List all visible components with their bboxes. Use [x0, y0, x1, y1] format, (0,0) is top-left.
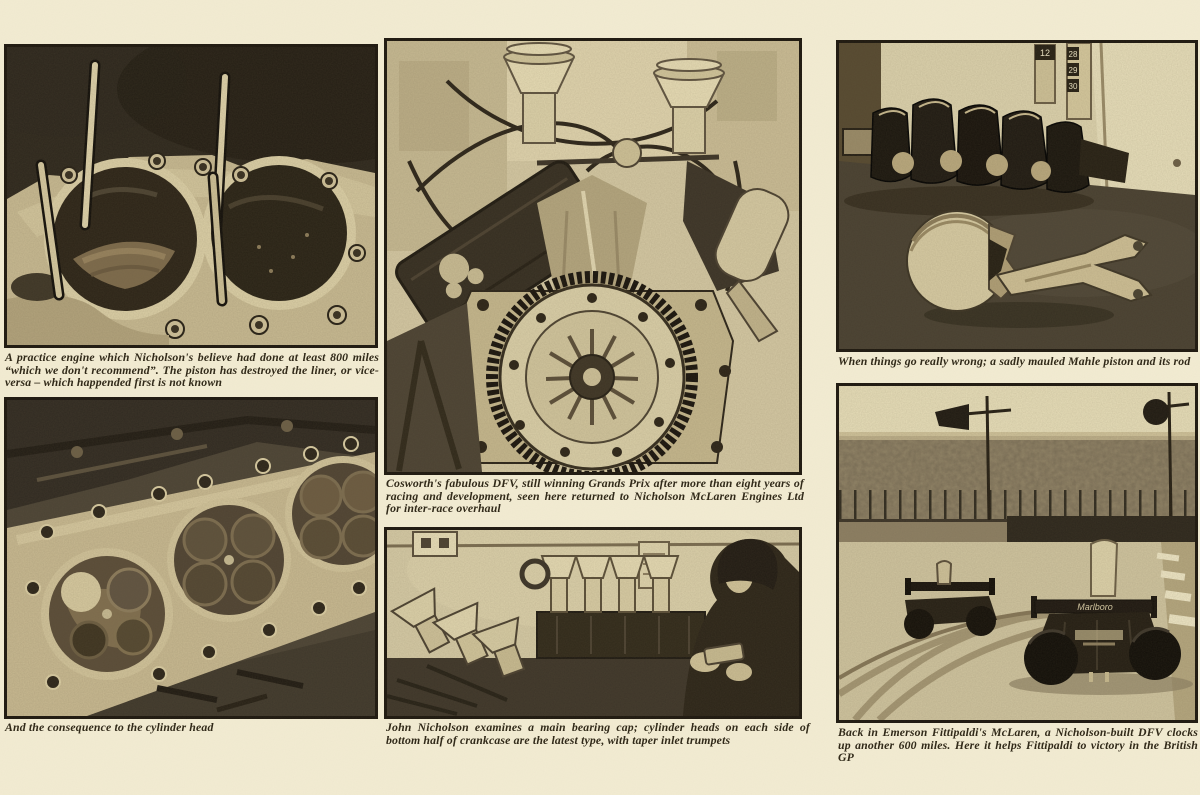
caption-john-nicholson-workbench: John Nicholson examines a main bearing cap; cylinder heads on each side of bottom half of crankcase are the latest type, with taper inlet trumpets — [386, 720, 810, 747]
photo-mclaren-british-gp — [836, 383, 1198, 723]
photo-crankshaft-and-mauled-piston — [836, 40, 1198, 352]
caption-damaged-cylinder-head: And the consequence to the cylinder head — [5, 720, 214, 734]
wall-chart-number: 12 — [1039, 48, 1051, 58]
workbench-illustration — [387, 530, 799, 716]
caption-damaged-cylinder-block: A practice engine which Nicholson's believe had done at least 800 miles “which we don't recommend”. The piston has destroyed the liner, or vice-versa – which happended first is not known — [5, 350, 379, 390]
photo-damaged-cylinder-head — [4, 397, 378, 719]
dfv-engine-illustration — [387, 41, 799, 472]
wall-chart-number: 30 — [1068, 82, 1078, 91]
caption-cosworth-dfv-engine: Cosworth's fabulous DFV, still winning Grands Prix after more than eight years of racing and development, seen here returned to Nicholson McLaren Engines Ltd for inter-race overhaul — [386, 476, 804, 516]
race-cars-illustration — [839, 386, 1195, 720]
caption-mclaren-british-gp: Back in Emerson Fittipaldi's McLaren, a Nicholson-built DFV clocks up another 600 miles. Here it helps Fittipaldi to victory in the British GP — [838, 725, 1198, 765]
wall-chart-number: 28 — [1068, 50, 1078, 59]
cylinder-block-illustration — [7, 47, 375, 345]
photo-john-nicholson-workbench — [384, 527, 802, 719]
rear-wing-sponsor-text: Marlboro — [1077, 602, 1113, 612]
crankshaft-piston-illustration — [839, 43, 1195, 349]
caption-crankshaft-and-mauled-piston: When things go really wrong; a sadly mauled Mahle piston and its rod — [838, 354, 1191, 368]
photo-cosworth-dfv-engine — [384, 38, 802, 475]
cylinder-head-illustration — [7, 400, 375, 716]
wall-chart-number: 29 — [1068, 66, 1078, 75]
photo-damaged-cylinder-block — [4, 44, 378, 348]
